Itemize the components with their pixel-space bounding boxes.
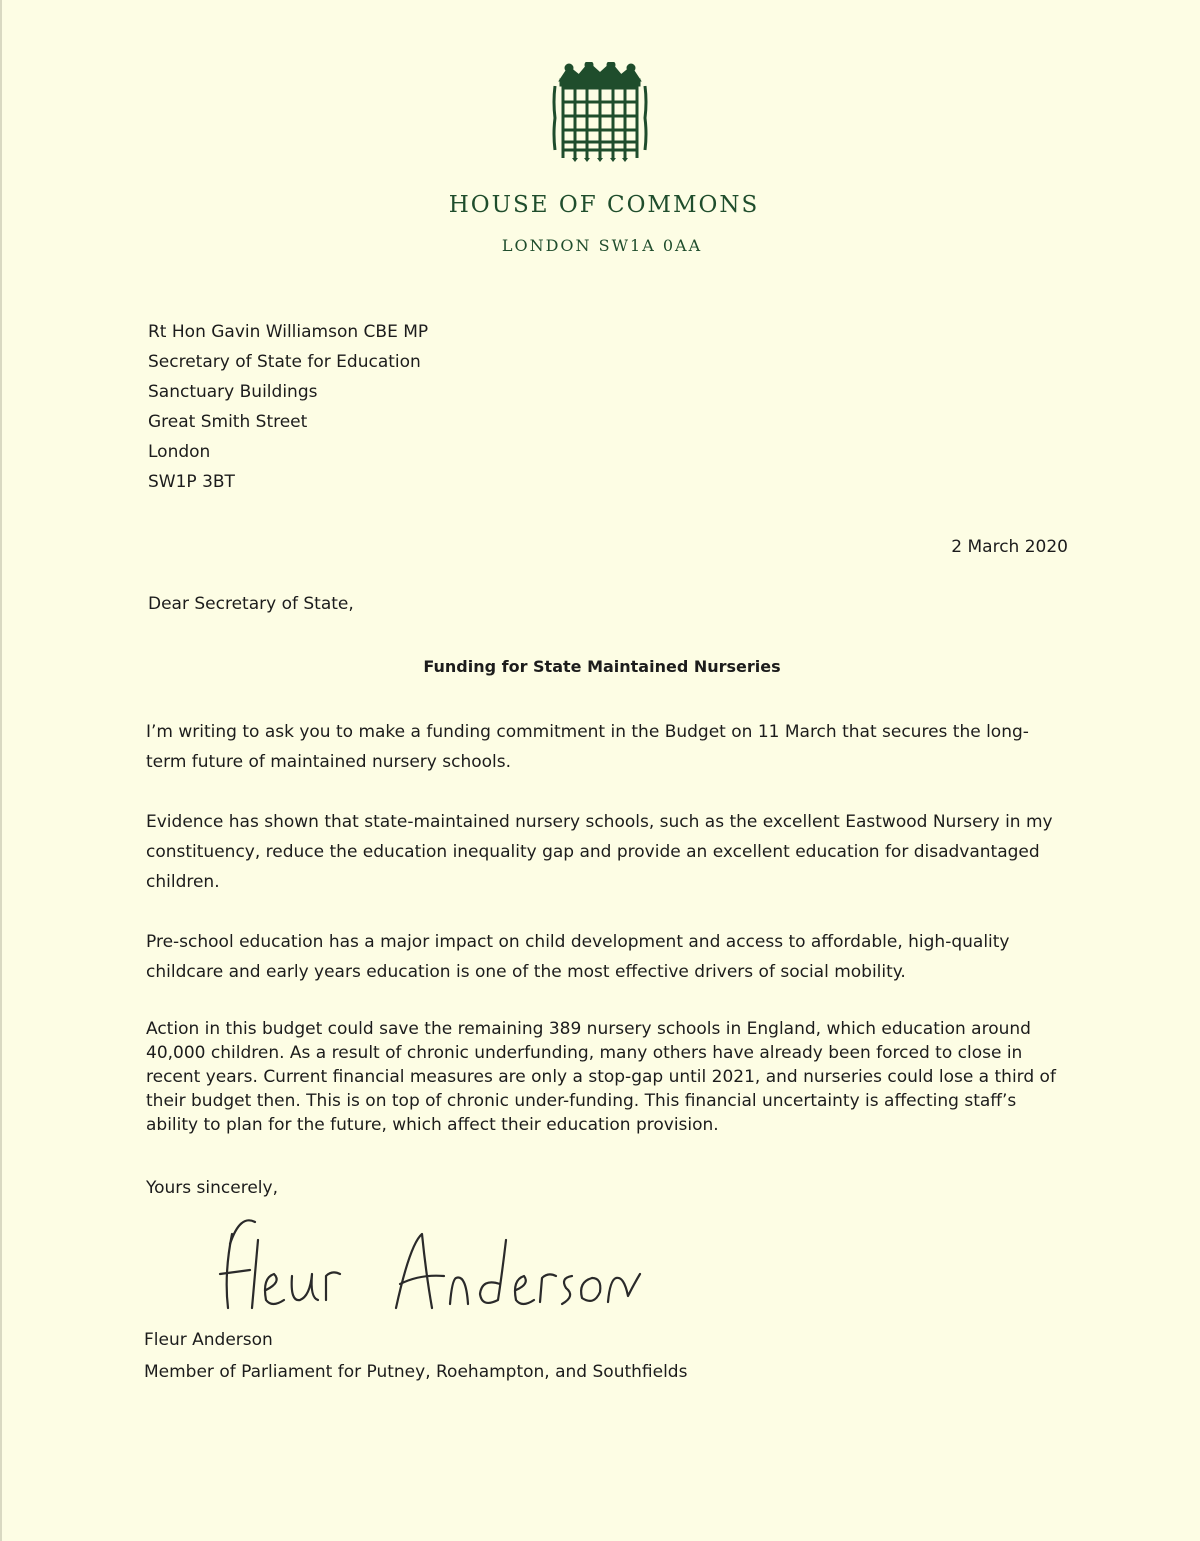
signer-title: Member of Parliament for Putney, Roehampton, and Southfields	[144, 1362, 688, 1382]
letter-subject: Funding for State Maintained Nurseries	[423, 657, 781, 676]
handwritten-signature	[210, 1204, 670, 1324]
letterhead-address: LONDON SW1A 0AA	[501, 236, 703, 255]
closing: Yours sincerely,	[146, 1178, 278, 1198]
letter-date: 2 March 2020	[951, 537, 1068, 557]
portcullis-crest-icon	[551, 62, 649, 162]
recipient-line: SW1P 3BT	[148, 472, 235, 492]
body-paragraph: I’m writing to ask you to make a funding commitment in the Budget on 11 March that secures the long-term future of maintained nursery schools.	[146, 722, 1029, 772]
recipient-line: Sanctuary Buildings	[148, 382, 318, 402]
recipient-line: London	[148, 442, 211, 462]
salutation: Dear Secretary of State,	[148, 594, 354, 614]
body-paragraph: Evidence has shown that state-maintained nursery schools, such as the excellent Eastwood Nursery in my constituency, reduce the education inequality gap and provide an excellent education for disadvantaged children.	[146, 812, 1053, 892]
signer-name: Fleur Anderson	[144, 1330, 273, 1350]
letterhead-org-name: HOUSE OF COMMONS	[448, 192, 760, 218]
recipient-address	[148, 317, 428, 497]
body-paragraph: Pre-school education has a major impact on child development and access to affordable, high-quality childcare and early years education is one of the most effective drivers of social mobility.	[146, 932, 1010, 982]
recipient-line: Secretary of State for Education	[148, 352, 421, 372]
recipient-line: Great Smith Street	[148, 412, 308, 432]
body-paragraph: Action in this budget could save the remaining 389 nursery schools in England, which education around 40,000 children. As a result of chronic underfunding, many others have already been forced to close in recent years. Current financial measures are only a stop-gap until 2021, and nurseries could lose a third of their budget then. This is on top of chronic under-funding. This financial uncertainty is affecting staff’s ability to plan for the future, which affect their education provision.	[146, 1019, 1056, 1135]
letter-body	[146, 717, 1064, 1167]
recipient-line: Rt Hon Gavin Williamson CBE MP	[148, 322, 429, 342]
